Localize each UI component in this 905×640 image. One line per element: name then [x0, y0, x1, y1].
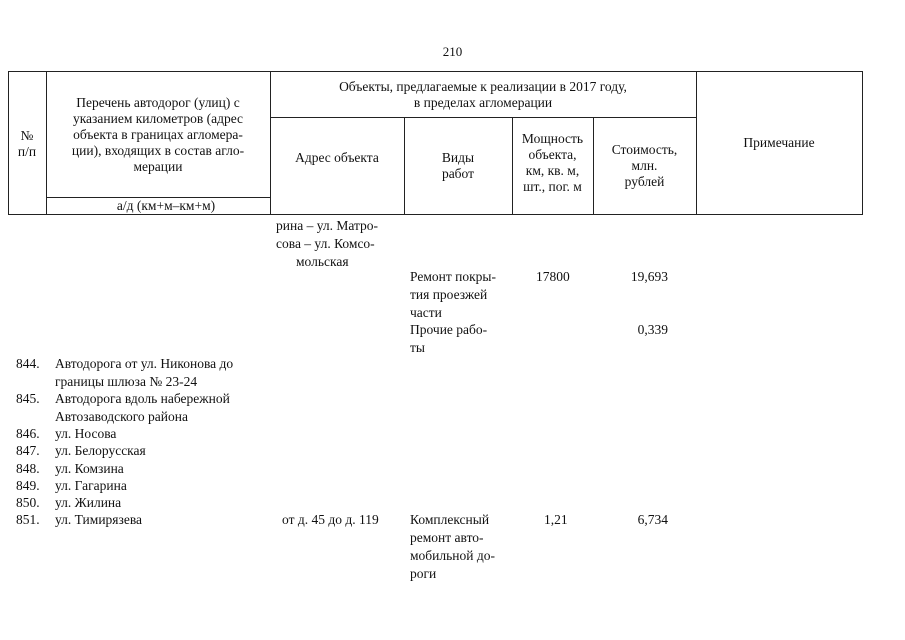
continuation-address-line: мольская: [296, 254, 349, 269]
works-line: роги: [410, 566, 437, 581]
header-capacity-text: Мощность объекта, км, кв. м, шт., пог. м: [521, 131, 584, 194]
works-line: ты: [410, 340, 425, 355]
header-cost-text: Стоимость, млн. рублей: [611, 142, 678, 189]
header-list-text: Перечень автодорог (улиц) с указанием километров (адрес объекта в границах агломера- ции), входящих в состав агло- мерации: [71, 95, 245, 174]
cost-value: 0,339: [637, 322, 668, 337]
header-sub-label: [46, 198, 286, 214]
header-address-text: Адрес объекта: [295, 150, 379, 165]
header-works-text: Виды работ: [441, 150, 475, 181]
header-num-text: № п/п: [17, 128, 37, 159]
capacity-value: 1,21: [544, 512, 568, 527]
header-objects: [270, 74, 696, 116]
row-number: 844.: [16, 356, 40, 371]
works-line: части: [410, 305, 442, 320]
row-number: 850.: [16, 495, 40, 510]
road-name-line: ул. Гагарина: [55, 478, 127, 493]
row-number: 845.: [16, 391, 40, 406]
address-value: от д. 45 до д. 119: [282, 512, 379, 527]
header-note-text: Примечание: [743, 135, 815, 150]
header-sub-label-text: а/д (км+м–км+м): [116, 198, 216, 213]
works-line: мобильной до-: [410, 548, 495, 563]
works-line: Комплексный: [410, 512, 490, 527]
header-num: [8, 120, 46, 168]
header-list: [46, 76, 270, 194]
road-name-line: Автозаводского района: [55, 409, 188, 424]
continuation-address-line: сова – ул. Комсо-: [276, 236, 375, 251]
cost-value: 19,693: [630, 269, 668, 284]
cost-value: 6,734: [637, 512, 668, 527]
row-number: 848.: [16, 461, 40, 476]
header-note: [696, 132, 862, 154]
row-number: 849.: [16, 478, 40, 493]
header-works: [404, 148, 512, 184]
header-objects-text: Объекты, предлагаемые к реализации в 2017 году, в пределах агломерации: [339, 79, 627, 110]
road-name-line: ул. Носова: [55, 426, 117, 441]
header-address: [270, 140, 404, 176]
road-name-line: Автодорога вдоль набережной: [55, 391, 230, 406]
road-name-line: ул. Белорусская: [55, 443, 146, 458]
continuation-address-line: рина – ул. Матро-: [276, 218, 379, 233]
header-capacity: [512, 122, 593, 204]
road-name-line: ул. Комзина: [55, 461, 124, 476]
road-name-line: ул. Тимирязева: [55, 512, 143, 527]
row-number: 851.: [16, 512, 40, 527]
road-name-line: границы шлюза № 23-24: [55, 374, 198, 389]
row-number: 846.: [16, 426, 40, 441]
works-line: Ремонт покры-: [410, 269, 496, 284]
row-number: 847.: [16, 443, 40, 458]
header-cost: [593, 138, 696, 194]
works-line: Прочие рабо-: [410, 322, 488, 337]
page-number: 210: [442, 44, 463, 59]
capacity-value: 17800: [536, 269, 570, 284]
road-name-line: Автодорога от ул. Никонова до: [55, 356, 234, 371]
works-line: тия проезжей: [410, 287, 488, 302]
works-line: ремонт авто-: [410, 530, 484, 545]
road-name-line: ул. Жилина: [55, 495, 122, 510]
